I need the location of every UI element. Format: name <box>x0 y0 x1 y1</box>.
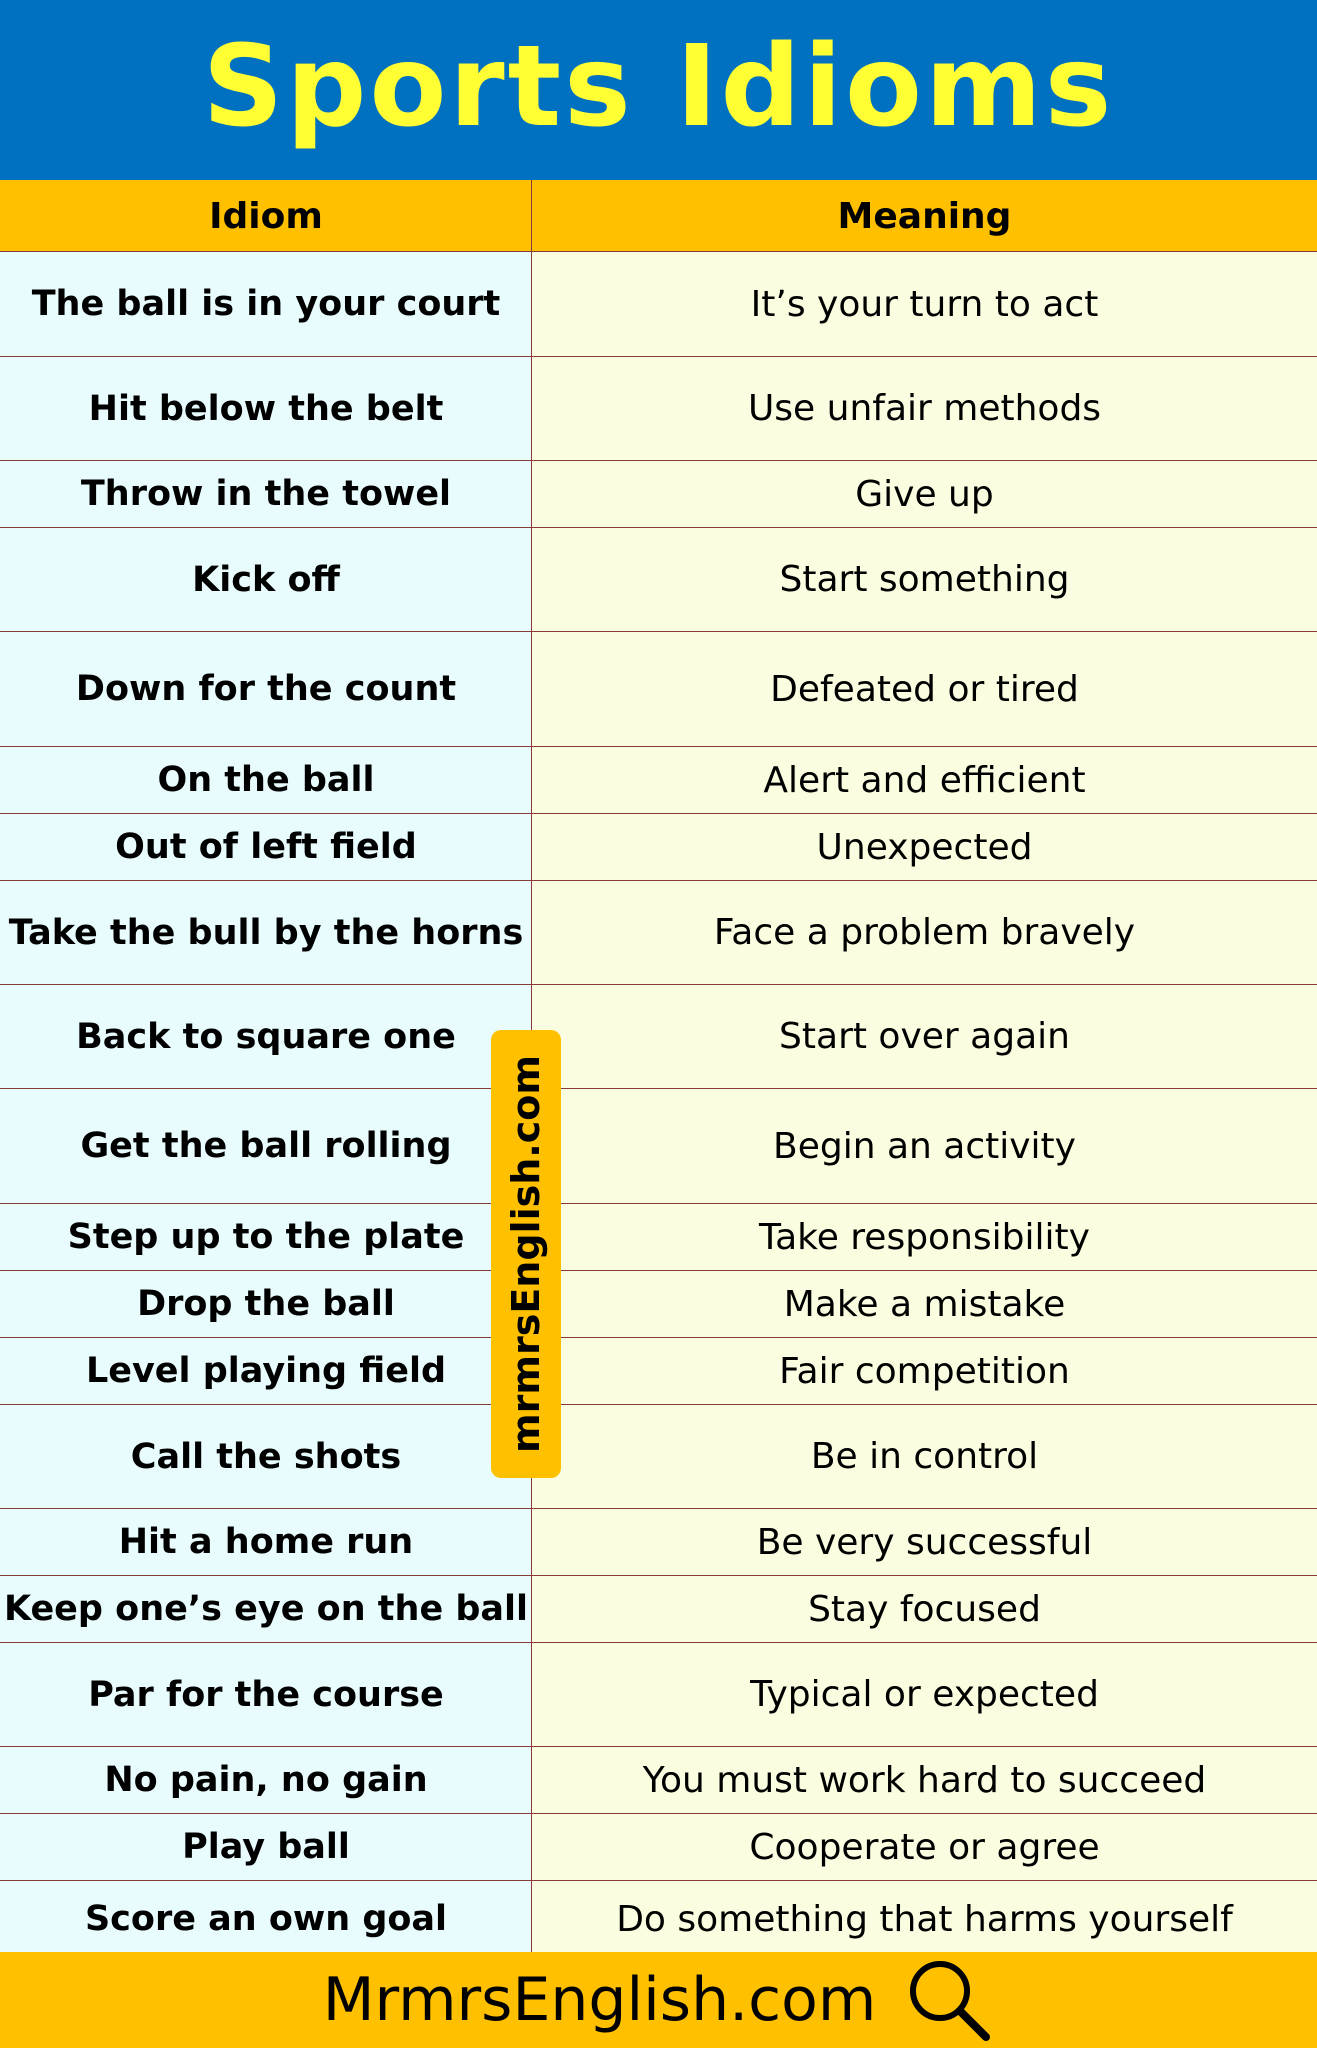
table-row <box>0 1338 1317 1405</box>
idiom-cell: Keep one’s eye on the ball <box>0 1576 532 1642</box>
idiom-cell: Drop the ball <box>0 1271 532 1337</box>
search-icon[interactable] <box>904 1955 994 2045</box>
idiom-cell: Call the shots <box>0 1405 532 1508</box>
meaning-cell: Use unfair methods <box>532 357 1317 460</box>
meaning-cell: Take responsibility <box>532 1204 1317 1270</box>
watermark-text: mrmrsEnglish.com <box>504 1055 549 1453</box>
idiom-cell: Back to square one <box>0 985 532 1088</box>
table-row <box>0 985 1317 1089</box>
meaning-cell: Start over again <box>532 985 1317 1088</box>
table-row <box>0 881 1317 985</box>
table-row <box>0 1271 1317 1338</box>
idiom-cell: Hit below the belt <box>0 357 532 460</box>
idiom-cell: Throw in the towel <box>0 461 532 527</box>
meaning-cell: Cooperate or agree <box>532 1814 1317 1880</box>
meaning-cell: Typical or expected <box>532 1643 1317 1746</box>
table-row <box>0 1814 1317 1881</box>
table-row <box>0 528 1317 632</box>
idiom-cell: Down for the count <box>0 632 532 746</box>
meaning-cell: Begin an activity <box>532 1089 1317 1203</box>
table-row <box>0 1881 1317 1957</box>
idiom-cell: Play ball <box>0 1814 532 1880</box>
table-row <box>0 632 1317 747</box>
idiom-cell: The ball is in your court <box>0 252 532 356</box>
meaning-cell: Start something <box>532 528 1317 631</box>
table-row <box>0 1089 1317 1204</box>
table-row <box>0 1509 1317 1576</box>
column-header-meaning: Meaning <box>837 195 1012 237</box>
idiom-cell: Get the ball rolling <box>0 1089 532 1203</box>
idiom-cell: Score an own goal <box>0 1881 532 1957</box>
idiom-cell: Par for the course <box>0 1643 532 1746</box>
footer-banner <box>0 1952 1317 2048</box>
idiom-cell: Out of left field <box>0 814 532 880</box>
table-row <box>0 1204 1317 1271</box>
table-row <box>0 747 1317 814</box>
meaning-cell: Fair competition <box>532 1338 1317 1404</box>
meaning-cell: Make a mistake <box>532 1271 1317 1337</box>
table-row <box>0 1576 1317 1643</box>
column-header-row <box>0 180 1317 252</box>
meaning-cell: Be in control <box>532 1405 1317 1508</box>
watermark-badge <box>491 1030 561 1478</box>
table-row <box>0 357 1317 461</box>
idiom-cell: Level playing field <box>0 1338 532 1404</box>
idiom-cell: Hit a home run <box>0 1509 532 1575</box>
meaning-cell: Be very successful <box>532 1509 1317 1575</box>
table-row <box>0 1405 1317 1509</box>
meaning-cell: Stay focused <box>532 1576 1317 1642</box>
idiom-cell: Step up to the plate <box>0 1204 532 1270</box>
table-row <box>0 461 1317 528</box>
idiom-cell: No pain, no gain <box>0 1747 532 1813</box>
meaning-cell: Give up <box>532 461 1317 527</box>
idiom-cell: Take the bull by the horns <box>0 881 532 984</box>
meaning-cell: Face a problem bravely <box>532 881 1317 984</box>
column-header-idiom: Idiom <box>209 195 323 237</box>
meaning-cell: It’s your turn to act <box>532 252 1317 356</box>
idiom-cell: Kick off <box>0 528 532 631</box>
table-row <box>0 814 1317 881</box>
meaning-cell: Alert and efficient <box>532 747 1317 813</box>
meaning-cell: You must work hard to succeed <box>532 1747 1317 1813</box>
meaning-cell: Do something that harms yourself <box>532 1881 1317 1957</box>
table-row <box>0 252 1317 357</box>
title-banner <box>0 0 1317 180</box>
meaning-cell: Unexpected <box>532 814 1317 880</box>
footer-site-name[interactable]: MrmrsEnglish.com <box>322 1965 877 2035</box>
table-row <box>0 1643 1317 1747</box>
idiom-cell: On the ball <box>0 747 532 813</box>
meaning-cell: Defeated or tired <box>532 632 1317 746</box>
page-title: Sports Idioms <box>202 22 1115 152</box>
table-row <box>0 1747 1317 1814</box>
